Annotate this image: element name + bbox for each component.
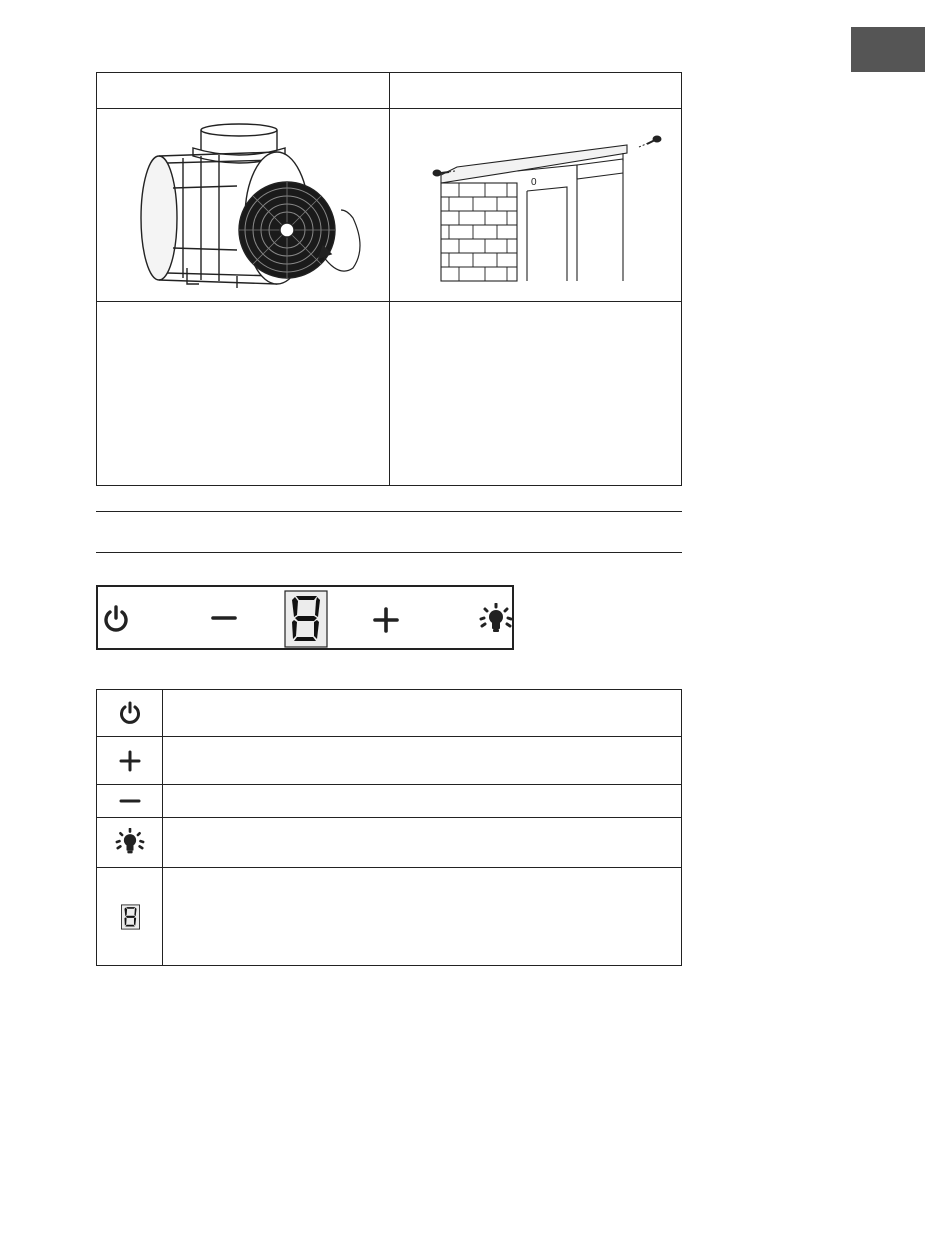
- table-divider: [97, 108, 681, 109]
- table-divider: [97, 817, 681, 818]
- table-divider: [389, 73, 390, 485]
- wall-mount-label: 0: [531, 177, 537, 188]
- power-icon: [118, 700, 142, 726]
- plus-icon: [118, 749, 142, 773]
- light-icon: [115, 828, 145, 856]
- table-divider: [97, 301, 681, 302]
- section-rule: [96, 511, 682, 512]
- table-divider: [97, 867, 681, 868]
- language-tab-marker: [851, 27, 925, 72]
- section-rule: [96, 552, 682, 553]
- fan-motor-illustration: [127, 118, 367, 288]
- table-divider: [162, 690, 163, 965]
- minus-icon[interactable]: [210, 610, 238, 626]
- table-divider: [97, 736, 681, 737]
- button-legend-table: [96, 689, 682, 966]
- control-panel: [96, 585, 514, 650]
- seven-segment-display-icon: [121, 904, 140, 930]
- minus-icon: [118, 794, 142, 808]
- seven-segment-display-icon: [284, 590, 328, 648]
- wall-mount-illustration: [427, 117, 677, 287]
- light-icon[interactable]: [479, 603, 513, 635]
- table-divider: [97, 784, 681, 785]
- plus-icon[interactable]: [372, 606, 400, 634]
- installation-table: [96, 72, 682, 486]
- power-icon[interactable]: [102, 604, 130, 634]
